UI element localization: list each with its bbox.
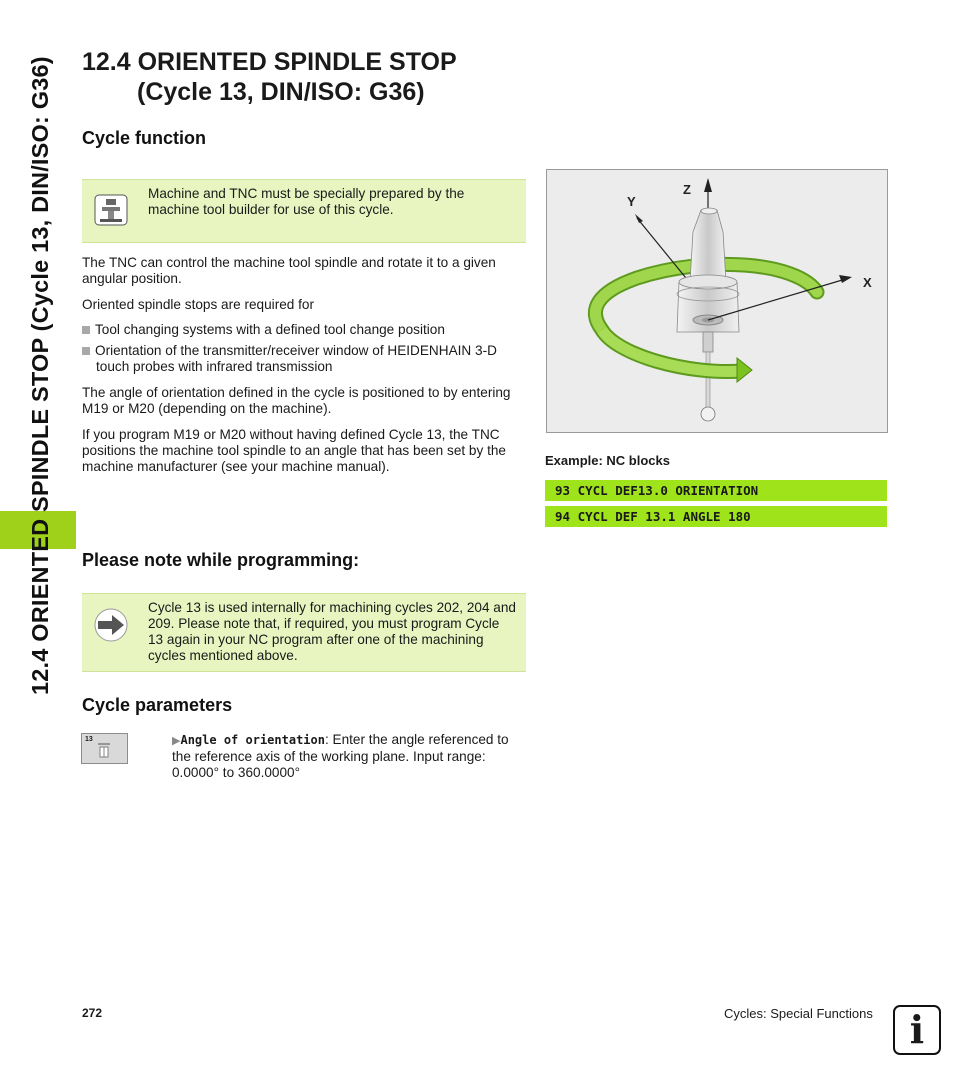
info-icon[interactable] bbox=[893, 1005, 941, 1055]
arrow-right-icon bbox=[92, 608, 130, 647]
nc-block-line: 93 CYCL DEF13.0 ORIENTATION bbox=[545, 480, 887, 501]
machine-icon bbox=[94, 194, 128, 231]
paragraph-required-for: Oriented spindle stops are required for bbox=[82, 297, 314, 312]
axis-label-x: X bbox=[863, 275, 872, 290]
parameter-description: : Enter the angle referenced to the reference axis of the working plane. Input range: 0.0000° to 360.0000° bbox=[172, 732, 509, 780]
spindle-orientation-figure bbox=[546, 169, 888, 433]
list-item bbox=[82, 322, 527, 338]
bullet-square-icon bbox=[82, 347, 90, 355]
list-item-text: Orientation of the transmitter/receiver window of HEIDENHAIN 3-D bbox=[95, 343, 497, 358]
nc-block-line: 94 CYCL DEF 13.1 ANGLE 180 bbox=[545, 506, 887, 527]
parameter-angle-of-orientation bbox=[172, 732, 527, 781]
triangle-pointer-icon: ▶ bbox=[172, 735, 181, 747]
section-heading-cycle-function: Cycle function bbox=[82, 128, 207, 148]
section-heading-please-note: Please note while programming: bbox=[82, 550, 360, 570]
bullet-square-icon bbox=[82, 326, 90, 334]
info-glyph: i bbox=[909, 1007, 925, 1052]
list-item-text: Tool changing systems with a defined tool change position bbox=[95, 322, 445, 337]
list-item bbox=[82, 343, 527, 375]
page-number: 272 bbox=[82, 1006, 103, 1020]
axis-label-z: Z bbox=[683, 182, 691, 197]
programming-note-text: Cycle 13 is used internally for machining cycles 202, 204 and 209. Please note that, if required, you must program Cycle 13 again in your NC program after one of the machining cycles mentioned above. bbox=[148, 600, 516, 663]
machine-note-text: Machine and TNC must be specially prepared by the machine tool builder for use of this cycle. bbox=[148, 186, 465, 217]
spindle-illustration bbox=[547, 170, 887, 432]
example-label: Example: NC blocks bbox=[545, 453, 670, 468]
section-heading-cycle-parameters: Cycle parameters bbox=[82, 695, 233, 715]
machine-note-box bbox=[82, 179, 526, 243]
axis-label-y: Y bbox=[627, 194, 636, 209]
paragraph-spindle-control: The TNC can control the machine tool spindle and rotate it to a given angular position. bbox=[82, 255, 496, 286]
footer-chapter: Cycles: Special Functions bbox=[724, 1006, 873, 1021]
paragraph-m19-m20: If you program M19 or M20 without having defined Cycle 13, the TNC positions the machine tool spindle to an angle that has been set by the machine manufacturer (see your machine manual). bbox=[82, 427, 506, 474]
page-title-line2: (Cycle 13, DIN/ISO: G36) bbox=[137, 78, 425, 106]
parameter-name: Angle of orientation bbox=[180, 733, 325, 747]
cycle-13-softkey-icon[interactable] bbox=[81, 733, 128, 764]
softkey-number: 13 bbox=[85, 736, 93, 743]
page-title-line1: 12.4 ORIENTED SPINDLE STOP bbox=[82, 48, 457, 76]
side-chapter-title: 12.4 ORIENTED SPINDLE STOP (Cycle 13, DIN/ISO: G36) bbox=[27, 56, 53, 695]
programming-note-box bbox=[82, 593, 526, 672]
list-item-text-continued: touch probes with infrared transmission bbox=[96, 359, 333, 374]
paragraph-angle-positioning: The angle of orientation defined in the cycle is positioned to by entering M19 or M20 (depending on the machine). bbox=[82, 385, 511, 416]
page-title bbox=[82, 47, 457, 107]
